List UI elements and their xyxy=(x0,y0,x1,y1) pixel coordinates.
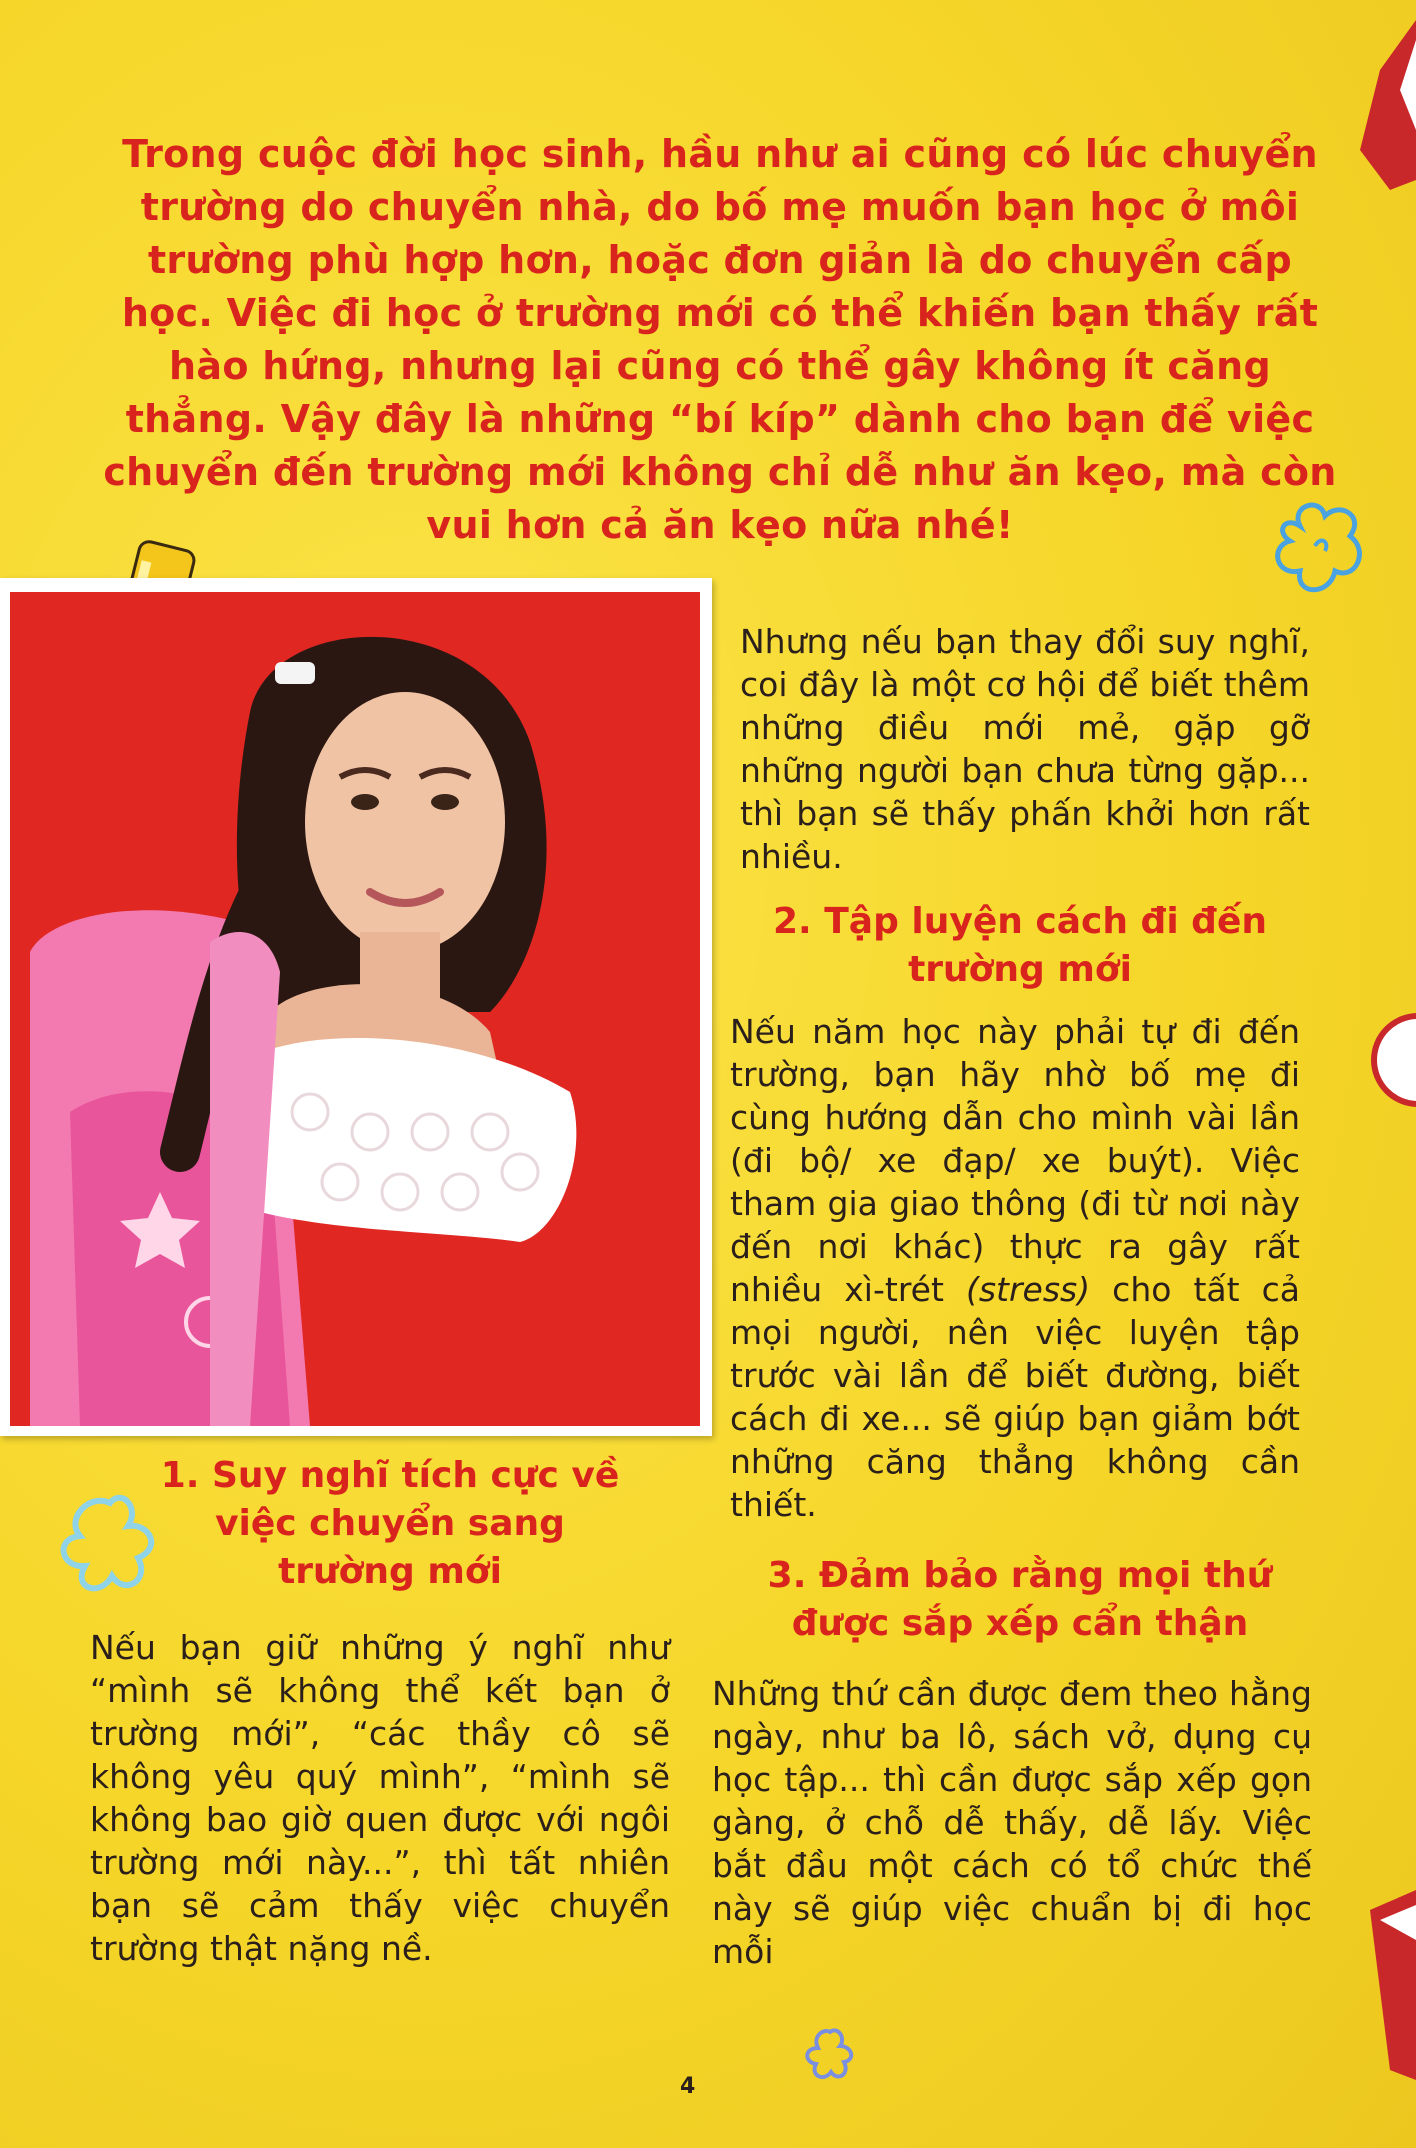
section-1-continued-paragraph: Nhưng nếu bạn thay đổi suy nghĩ, coi đây là một cơ hội để biết thêm những điều mới mẻ, gặp gỡ những người bạn chưa từng gặp... thì bạn sẽ thấy phấn khởi hơn rất nhiều. xyxy=(740,622,1310,876)
cloud-doodle-icon xyxy=(1270,496,1370,606)
flower-doodle-icon xyxy=(50,1488,170,1608)
small-flower-icon xyxy=(800,2026,860,2086)
top-right-illustration xyxy=(1350,0,1416,200)
section-2-italic-term: (stress) xyxy=(965,1270,1091,1309)
girl-with-backpack-photo xyxy=(10,592,700,1426)
bottom-right-illustration xyxy=(1350,1880,1416,2080)
section-1-paragraph: Nếu bạn giữ những ý nghĩ như “mình sẽ không thể kết bạn ở trường mới”, “các thầy cô sẽ không yêu quý mình”, “mình sẽ không bao giờ quen được với ngôi trường mới này...”, thì tất nhiên bạn sẽ cảm thấy việc chuyển trường thật nặng nề. xyxy=(90,1628,670,1968)
section-2-heading: 2. Tập luyện cách đi đến trường mới xyxy=(772,901,1267,990)
right-edge-circle xyxy=(1368,1010,1416,1110)
section-2-text-end: cho tất cả mọi người, nên việc luyện tập trước vài lần để biết đường, biết cách đi xe... sẽ giúp bạn giảm bớt những căng thẳng không cần thiết. xyxy=(730,1270,1300,1524)
section-2-text-start: Nếu năm học này phải tự đi đến trường, bạn hãy nhờ bố mẹ đi cùng hướng dẫn cho mình vài lần (đi bộ/ xe đạp/ xe buýt). Việc tham gia giao thông (đi từ nơi này đến nơi khác) thực ra gây rất nhiều xì-trét xyxy=(730,1012,1300,1309)
section-2-paragraph xyxy=(730,1010,1300,1526)
intro-paragraph: Trong cuộc đời học sinh, hầu như ai cũng có lúc chuyển trường do chuyển nhà, do bố mẹ muốn bạn học ở môi trường phù hợp hơn, hoặc đơn giản là do chuyển cấp học. Việc đi học ở trường mới có thể khiến bạn thấy rất hào hứng, nhưng lại cũng có thể gây không ít căng thẳng. Vậy đây là những “bí kíp” dành cho bạn để việc chuyển đến trường mới không chỉ dễ như ăn kẹo, mà còn vui hơn cả ăn kẹo nữa nhé! xyxy=(103,132,1337,547)
photo-frame xyxy=(0,578,712,1436)
section-1-heading: 1. Suy nghĩ tích cực về việc chuyển sang trường mới xyxy=(160,1455,620,1592)
section-3-heading: 3. Đảm bảo rằng mọi thứ được sắp xếp cẩn thận xyxy=(767,1555,1273,1644)
section-3-paragraph: Những thứ cần được đem theo hằng ngày, như ba lô, sách vở, dụng cụ học tập... thì cần được sắp xếp gọn gàng, ở chỗ dễ thấy, dễ lấy. Việc bắt đầu một cách có tổ chức thế này sẽ giúp việc chuẩn bị đi học mỗi xyxy=(712,1674,1312,1971)
page-number: 4 xyxy=(680,2074,696,2099)
